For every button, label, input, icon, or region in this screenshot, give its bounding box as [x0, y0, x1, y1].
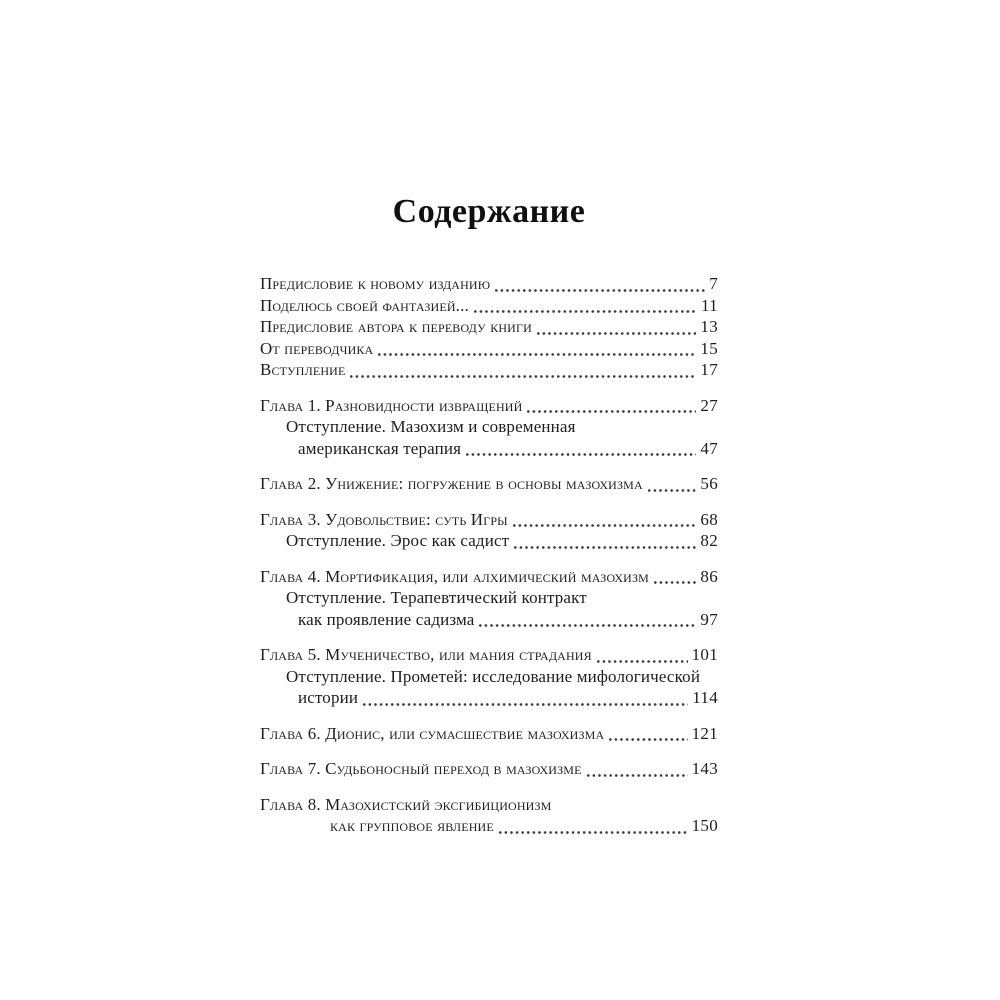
dot-leader [378, 353, 696, 356]
toc-page-number: 114 [692, 688, 718, 707]
toc-entry-line [260, 644, 718, 666]
toc-entry-line [260, 359, 718, 381]
toc-entry-line [260, 666, 718, 688]
toc-entry-line [260, 609, 718, 631]
toc-entry-line [260, 530, 718, 552]
toc-entry-label: Отступление. Мазохизм и современная [286, 417, 576, 436]
dot-leader [479, 624, 696, 627]
toc-page-number: 13 [700, 317, 718, 336]
dot-leader [587, 774, 688, 777]
toc-entry-label: Глава 4. Мортификация, или алхимический мазохизм [260, 566, 649, 586]
toc-entry [260, 316, 718, 338]
dot-leader [654, 581, 696, 584]
toc-entry [260, 416, 718, 459]
dot-leader [466, 453, 696, 456]
toc-entry-line [260, 316, 718, 338]
toc-entry-label: Глава 6. Дионис, или сумасшествие мазохизма [260, 723, 605, 743]
toc-entry [260, 723, 718, 745]
dot-leader [495, 289, 705, 292]
toc-entry-label: как групповое явление [330, 816, 494, 835]
toc-entry-line [260, 758, 718, 780]
toc-entry-label: Глава 7. Судьбоносный переход в мазохизме [260, 759, 582, 778]
toc-entry-line [260, 473, 718, 495]
dot-leader [527, 410, 696, 413]
toc-page-number: 97 [700, 609, 718, 629]
toc-page-number: 86 [700, 566, 718, 586]
toc-entry [260, 587, 718, 630]
toc-page-number: 17 [700, 360, 718, 379]
toc-entry [260, 644, 718, 666]
toc-entry [260, 473, 718, 495]
toc-entry-label: Глава 1. Разновидности извращений [260, 395, 523, 415]
dot-leader [648, 489, 697, 492]
toc-entry-label: Вступление [260, 360, 346, 379]
toc-entry-label: Глава 2. Унижение: погружение в основы мазохизма [260, 474, 643, 493]
toc-page-number: 101 [691, 645, 718, 664]
toc-page-number: 56 [700, 474, 718, 493]
toc-entry-label: Глава 5. Мученичество, или мания страдания [260, 645, 592, 664]
toc-entry-label: Глава 3. Удовольствие: суть Игры [260, 509, 508, 529]
toc-entry-line [260, 438, 718, 460]
toc-entry [260, 666, 718, 709]
toc-entry [260, 295, 718, 317]
dot-leader [363, 703, 688, 706]
toc-page-number: 121 [691, 723, 718, 743]
toc-entry-line [260, 566, 718, 588]
dot-leader [499, 831, 688, 834]
toc-page-number: 7 [709, 274, 718, 293]
dot-leader [350, 375, 696, 378]
toc-entry [260, 509, 718, 531]
toc-entry-label: Предисловие автора к переводу книги [260, 317, 532, 336]
toc-entry [260, 566, 718, 588]
toc-entry-label: Отступление. Прометей: исследование мифологической [286, 666, 701, 686]
toc-entry-line [260, 416, 718, 438]
dot-leader [537, 332, 697, 335]
toc-page-number: 15 [700, 338, 718, 358]
toc-entry-line [260, 723, 718, 745]
dot-leader [597, 660, 688, 663]
toc-entry-label: как проявление садизма [298, 609, 475, 629]
toc-content [260, 193, 718, 837]
toc-entry-line [260, 338, 718, 360]
toc-entry [260, 395, 718, 417]
toc-entry-line [260, 273, 718, 295]
dot-leader [609, 738, 687, 741]
toc-entry-label: истории [298, 688, 359, 707]
toc-entry-line [260, 395, 718, 417]
toc-page-number: 150 [691, 816, 718, 835]
toc-entry-line [260, 794, 718, 816]
toc-page-number: 47 [700, 438, 718, 458]
toc-page-number: 27 [700, 395, 718, 415]
toc-entry [260, 273, 718, 295]
toc-entry-line [260, 509, 718, 531]
toc-entry-label: Отступление. Терапевтический контракт [286, 588, 587, 607]
toc-entry [260, 338, 718, 360]
toc-page-number: 143 [691, 759, 718, 778]
toc-entry-line [260, 587, 718, 609]
toc-entry-label: американская терапия [298, 438, 462, 458]
dot-leader [474, 310, 697, 313]
page-title: Содержание [392, 193, 586, 230]
toc-page-number: 11 [701, 295, 718, 315]
toc-entry [260, 794, 718, 837]
toc-entry-label: Предисловие к новому изданию [260, 274, 491, 293]
toc-entry-label: Глава 8. Мазохистский эксгибиционизм [260, 794, 552, 814]
toc-entry-line [260, 687, 718, 709]
toc-entry-line [260, 815, 718, 837]
toc-page-number: 68 [700, 509, 718, 529]
toc-entry-label: Поделюсь своей фантазией... [260, 295, 469, 315]
dot-leader [513, 524, 697, 527]
dot-leader [514, 546, 696, 549]
toc-entry-label: От переводчика [260, 338, 374, 358]
toc-entry-line [260, 295, 718, 317]
toc-entry [260, 530, 718, 552]
toc-entry [260, 758, 718, 780]
table-of-contents [260, 273, 718, 837]
toc-entry [260, 359, 718, 381]
toc-entry-label: Отступление. Эрос как садист [286, 531, 510, 550]
toc-page-number: 82 [700, 531, 718, 550]
